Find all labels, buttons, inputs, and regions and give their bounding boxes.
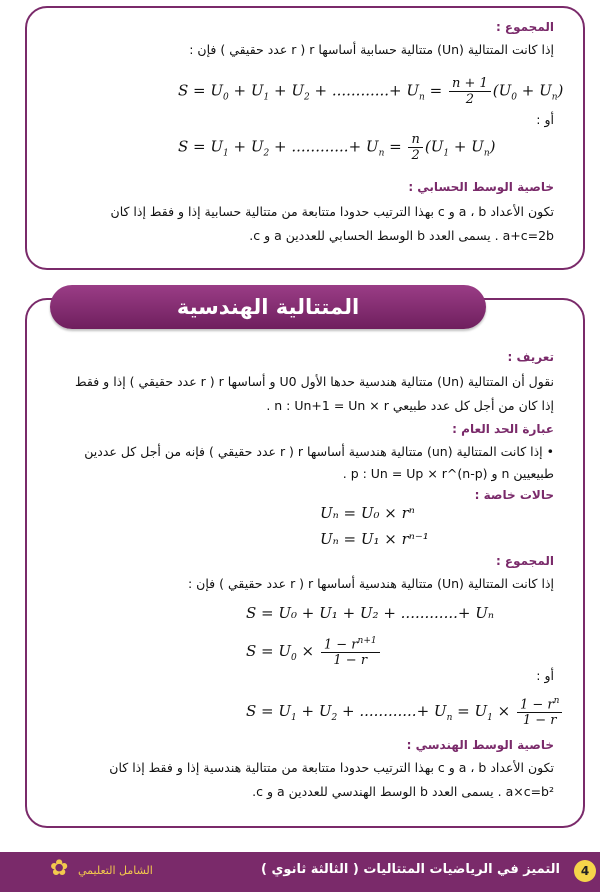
geo-general-heading: عبارة الحد العام :	[452, 422, 554, 436]
geo-sum-formula-1: S = U₀ + U₁ + U₂ + ............+ Uₙ	[246, 604, 494, 622]
arith-sum-formula-2: $S = U_1 + U_2$ + ............+ $U_n$ = $\frac{n}{2}$ $(U_1 + U_n)$	[178, 132, 496, 163]
geo-sum-formula-2: $S = U_0$ × $\frac{1 - r^{n+1}}{1 - r}$	[246, 636, 382, 668]
geo-general-line-1: • إذا كانت المتتالية (un) متتالية هندسية أساسها r ( r عدد حقيقي ) فإنه من أجل كل عددين	[84, 444, 554, 459]
geo-sum-formula-3: $S = U_1 + U_2$ + ............+ $U_n = U_1$ × $\frac{1 - r^n}{1 - r}$	[246, 696, 564, 728]
geo-mean-heading: خاصية الوسط الهندسي :	[406, 738, 554, 752]
section-banner: المتتالية الهندسية	[50, 285, 486, 329]
arith-or-label: أو :	[536, 112, 554, 127]
footer-title: التميز في الرياضيات المتتاليات ( الثالثة ثانوي )	[261, 862, 560, 877]
geo-mean-line-2: a×c=b² . يسمى العدد b الوسط الهندسي للعددين a و c.	[252, 784, 554, 799]
geo-def-line-2: إذا كان من أجل كل عدد طبيعي n : Un+1 = Un × r .	[266, 398, 554, 413]
logo-text: الشامل التعليمي	[78, 864, 153, 877]
arith-sum-heading: المجموع :	[495, 20, 554, 34]
arith-mean-line-1: تكون الأعداد a ، b و c بهذا الترتيب حدودا متتابعة من متتالية حسابية إذا و فقط إذا كان	[110, 204, 554, 219]
arith-mean-line-2: a+c=2b . يسمى العدد b الوسط الحسابي للعددين a و c.	[249, 228, 554, 243]
geo-sum-heading: المجموع :	[495, 554, 554, 568]
geo-or-label: أو :	[536, 668, 554, 683]
geo-sum-intro: إذا كانت المتتالية (Un) متتالية هندسية أساسها r ( r عدد حقيقي ) فإن :	[187, 576, 554, 591]
page-number: 4	[574, 860, 596, 882]
geo-special-formula-2: Uₙ = U₁ × rⁿ⁻¹	[320, 530, 429, 548]
geo-def-heading: تعريف :	[507, 350, 554, 364]
arith-mean-heading: خاصية الوسط الحسابي :	[408, 180, 554, 194]
geo-special-heading: حالات خاصة :	[474, 488, 554, 502]
geo-special-formula-1: Uₙ = U₀ × rⁿ	[320, 504, 415, 522]
arith-sum-formula-1: $S = U_0 + U_1 + U_2$ + ............+ $U_n$ = $\frac{n + 1}{2}$ $(U_0 + U_n)$	[178, 76, 564, 107]
arith-sum-intro: إذا كانت المتتالية (Un) متتالية حسابية أساسها r ( r عدد حقيقي ) فإن :	[189, 42, 554, 57]
lotus-logo-icon: ✿	[50, 856, 69, 881]
geo-def-line-1: نقول أن المتتالية (Un) متتالية هندسية حدها الأول U0 و أساسها r ( r عدد حقيقي ) إذا و فقط	[75, 374, 554, 389]
geo-general-line-2: طبيعيين n و p : Un = Up × r^(n-p) .	[342, 466, 554, 481]
geo-mean-line-1: تكون الأعداد a ، b و c بهذا الترتيب حدودا متتابعة من متتالية هندسية إذا و فقط إذا كان	[109, 760, 554, 775]
page-footer	[0, 852, 600, 892]
